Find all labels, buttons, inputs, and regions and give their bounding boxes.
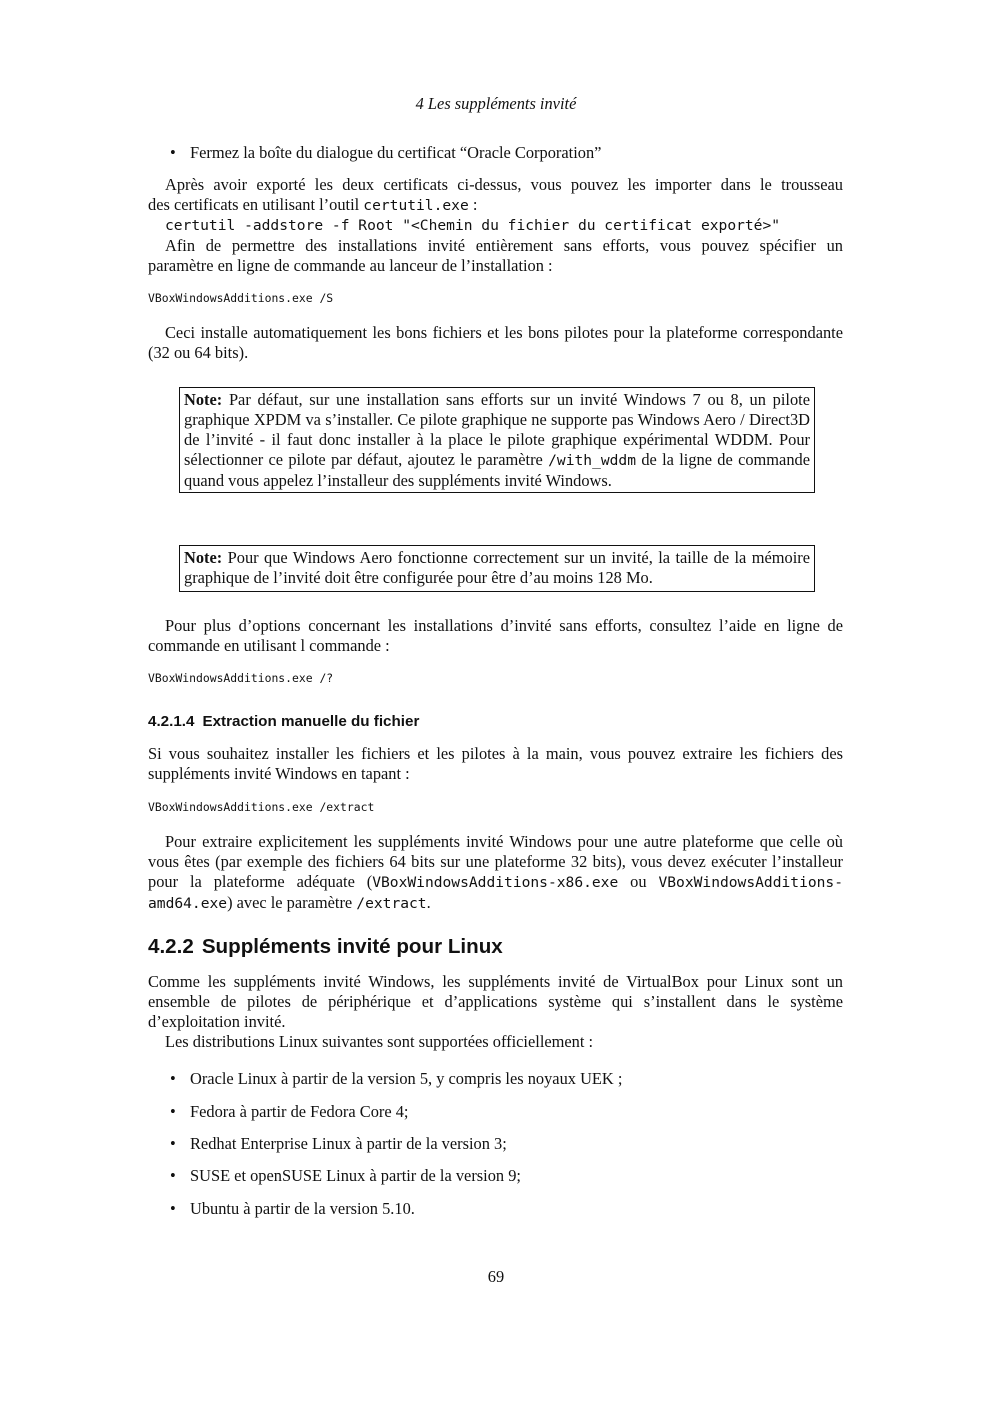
page-number: 69 [487,1267,505,1286]
paragraph-line: Après avoir exporté les deux certificats ci-dessus, vous pouvez les importer dans le trousseau [165,175,843,194]
code-block: VBoxWindowsAdditions.exe /S [148,291,334,305]
bullet-icon: • [170,143,176,162]
paragraph-line: des certificats en utilisant l’outil certutil.exe : [148,195,478,214]
list-item-text: Redhat Enterprise Linux à partir de la version 3; [190,1134,507,1153]
list-item-text: Fermez la boîte du dialogue du certificat “Oracle Corporation” [190,143,602,162]
inline-code: /extract [356,895,427,912]
list-item-text: Oracle Linux à partir de la version 5, y compris les noyaux UEK ; [190,1069,623,1088]
paragraph-explicit: Pour extraire explicitement les suppléments invité Windows pour une autre plateforme que celle où vous êtes (par exemple des fichiers 64 bits sur une plateforme 32 bits), vous devez exécuter l’installeur pour la plateforme adéquate (VBoxWindowsAdditions-x86.exe ou VBoxWindowsAdditions-amd64.exe) avec le paramètre /extract. [148,832,843,912]
section-heading [148,712,843,732]
paragraph-line: Afin de permettre des installations invité entièrement sans efforts, vous pouvez spécifier un [165,236,843,255]
list-item-text: SUSE et openSUSE Linux à partir de la version 9; [190,1166,521,1185]
inline-code: /with_wddm [548,452,637,469]
inline-code: certutil.exe [363,197,469,214]
note-box: Note: Par défaut, sur une installation sans efforts sur un invité Windows 7 ou 8, un pilote graphique XPDM va s’installer. Ce pilote graphique ne supporte pas Windows Aero / Direct3D de l’invité - il faut donc installer à la place le pilote graphique expérimental WDDM. Pour sélectionner ce pilote par défaut, ajoutez le paramètre /with_wddm de la ligne de commande quand vous appelez l’installeur des suppléments invité Windows. [179,387,815,493]
section-title: Extraction manuelle du fichier [202,713,420,730]
bullet-icon: • [170,1134,176,1153]
bullet-icon: • [170,1199,176,1218]
running-header: 4 Les suppléments invité [415,94,577,113]
paragraph-manual: Si vous souhaitez installer les fichiers et les pilotes à la main, vous pouvez extraire les fichiers des suppléments invité Windows en tapant : [148,744,843,783]
paragraph-linux: Comme les suppléments invité Windows, les suppléments invité de VirtualBox pour Linux sont un ensemble de pilotes de périphérique et d’applications système qui s’installent dans le système d’exploitation invité. [148,972,843,1031]
paragraph-install: Ceci installe automatiquement les bons fichiers et les bons pilotes pour la plateforme correspondante (32 ou 64 bits). [148,323,843,362]
list-item-text: Fedora à partir de Fedora Core 4; [190,1102,409,1121]
note-box: Note: Pour que Windows Aero fonctionne correctement sur un invité, la taille de la mémoire graphique de l’invité doit être configurée pour être d’au moins 128 Mo. [179,545,815,592]
paragraph-line: paramètre en ligne de commande au lanceur de l’installation : [148,256,553,275]
section-heading [148,934,843,960]
bullet-icon: • [170,1069,176,1088]
note-label: Note: [184,548,223,567]
code-block: VBoxWindowsAdditions.exe /? [148,671,334,685]
bullet-icon: • [170,1166,176,1185]
section-number: 4.2.1.4 [148,713,195,730]
paragraph-distros: Les distributions Linux suivantes sont supportées officiellement : [165,1032,594,1051]
list-item-text: Ubuntu à partir de la version 5.10. [190,1199,415,1218]
inline-code: VBoxWindowsAdditions-amd64.exe [148,874,843,912]
inline-code: VBoxWindowsAdditions-x86.exe [372,874,619,891]
code-block: VBoxWindowsAdditions.exe /extract [148,800,375,814]
bullet-icon: • [170,1102,176,1121]
section-number: 4.2.2 [148,935,194,958]
paragraph-export [148,175,843,276]
section-title: Suppléments invité pour Linux [201,935,503,958]
command-line: certutil -addstore -f Root "<Chemin du fichier du certificat exporté>" [165,217,781,234]
paragraph-options: Pour plus d’options concernant les installations d’invité sans efforts, consultez l’aide en ligne de commande en utilisant l commande : [148,616,843,655]
note-label: Note: [184,390,223,409]
